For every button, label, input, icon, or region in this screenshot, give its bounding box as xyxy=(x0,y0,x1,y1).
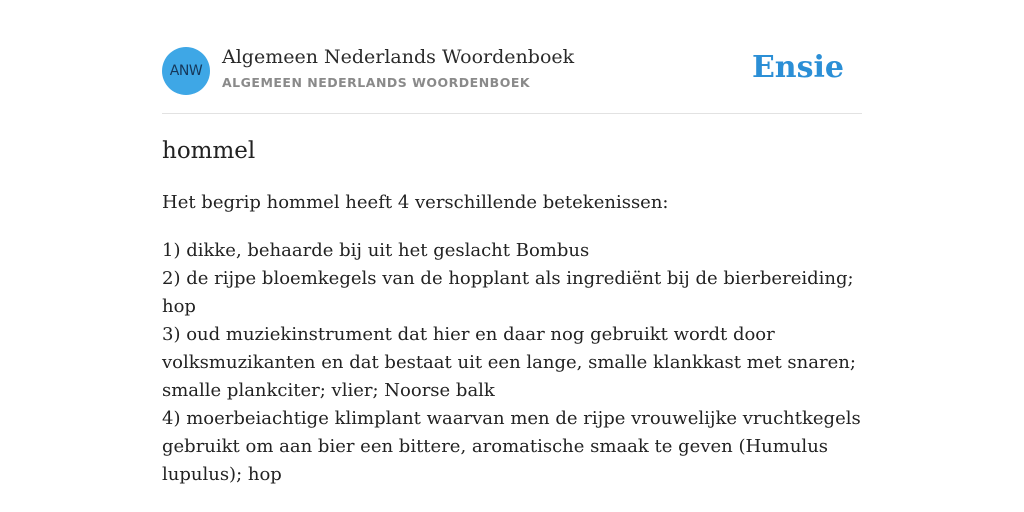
source-subtitle: ALGEMEEN NEDERLANDS WOORDENBOEK xyxy=(222,75,531,90)
header-divider xyxy=(162,113,862,114)
definition-item: 2) de rijpe bloemkegels van de hopplant als ingrediënt bij de bierbereiding; hop xyxy=(162,268,854,317)
source-title[interactable]: Algemeen Nederlands Woordenboek xyxy=(222,46,575,68)
entry-word: hommel xyxy=(162,138,256,164)
definition-item: 4) moerbeiachtige klimplant waarvan men de rijpe vrouwelijke vruchtkegels gebruikt om aan bier een bittere, aromatische smaak te geven (Humulus lupulus); hop xyxy=(162,408,861,485)
anw-logo[interactable]: ANW xyxy=(162,47,210,95)
definition-item: 3) oud muziekinstrument dat hier en daar nog gebruikt wordt door volksmuzikanten en dat bestaat uit een lange, smalle klankkast met snaren; smalle plankciter; vlier; Noorse balk xyxy=(162,324,856,401)
ensie-brand-logo[interactable]: Ensie xyxy=(751,50,844,85)
entry-intro: Het begrip hommel heeft 4 verschillende betekenissen: xyxy=(162,192,669,213)
definitions-list xyxy=(162,237,864,489)
definition-item: 1) dikke, behaarde bij uit het geslacht Bombus xyxy=(162,240,590,261)
source-header xyxy=(162,46,862,96)
